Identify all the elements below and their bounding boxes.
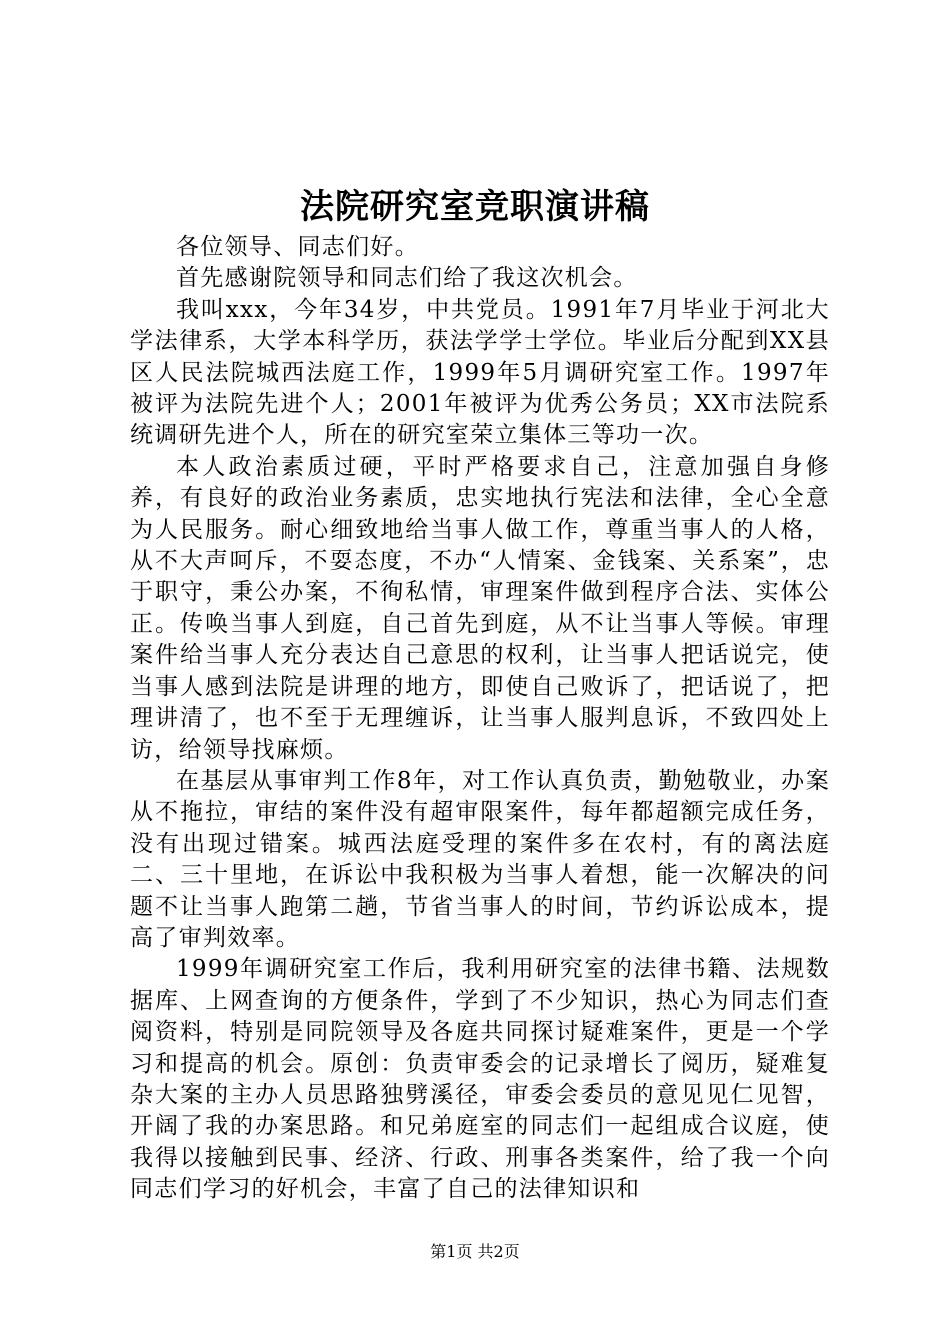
paragraph-research-office: 1999年调研究室工作后，我利用研究室的法律书籍、法规数据库、上网查询的方便条件，学到了不少知识，热心为同志们查阅资料，特别是同院领导及各庭共同探讨疑难案件，更是一个学习和提高的机会。原创：负责审委会的记录增长了阅历，疑难复杂大案的主办人员思路独劈溪径，审委会委员的意见见仁见智，开阔了我的办案思路。和兄弟庭室的同志们一起组成合议庭，使我得以接触到民事、经济、行政、刑事各类案件，给了我一个向同志们学习的好机会，丰富了自己的法律知识和	[130, 956, 830, 1203]
paragraph-trial-work: 在基层从事审判工作8年，对工作认真负责，勤勉敬业，办案从不拖拉，审结的案件没有超审限案件，每年都超额完成任务，没有出现过错案。城西法庭受理的案件多在农村，有的离法庭二、三十里地，在诉讼中我积极为当事人着想，能一次解决的问题不让当事人跑第二趟，节省当事人的时间，节约诉讼成本，提高了审判效率。	[130, 767, 830, 951]
document-body	[130, 232, 830, 1206]
document-title: 法院研究室竞职演讲稿	[300, 187, 650, 227]
paragraph-thanks: 首先感谢院领导和同志们给了我这次机会。	[176, 265, 638, 292]
page-footer: 第1页 共2页	[430, 1242, 520, 1261]
paragraph-greeting: 各位领导、同志们好。	[176, 234, 419, 260]
paragraph-political-quality: 本人政治素质过硬，平时严格要求自己，注意加强自身修养，有良好的政治业务素质，忠实地执行宪法和法律，全心全意为人民服务。耐心细致地给当事人做工作，尊重当事人的人格，从不大声呵斥，不耍态度，不办“人情案、金钱案、关系案”，忠于职守，秉公办案，不徇私情，审理案件做到程序合法、实体公正。传唤当事人到庭，自己首先到庭，从不让当事人等候。审理案件给当事人充分表达自己意思的权利，让当事人把话说完，使当事人感到法院是讲理的地方，即使自己败诉了，把话说了，把理讲清了，也不至于无理缠诉，让当事人服判息诉，不致四处上访，给领导找麻烦。	[130, 453, 830, 763]
paragraph-introduction: 我叫xxx，今年34岁，中共党员。1991年7月毕业于河北大学法律系，大学本科学历，获法学学士学位。毕业后分配到XX县区人民法院城西法庭工作，1999年5月调研究室工作。1997年被评为法院先进个人；2001年被评为优秀公务员；XX市法院系统调研先进个人，所在的研究室荣立集体三等功一次。	[130, 296, 830, 449]
